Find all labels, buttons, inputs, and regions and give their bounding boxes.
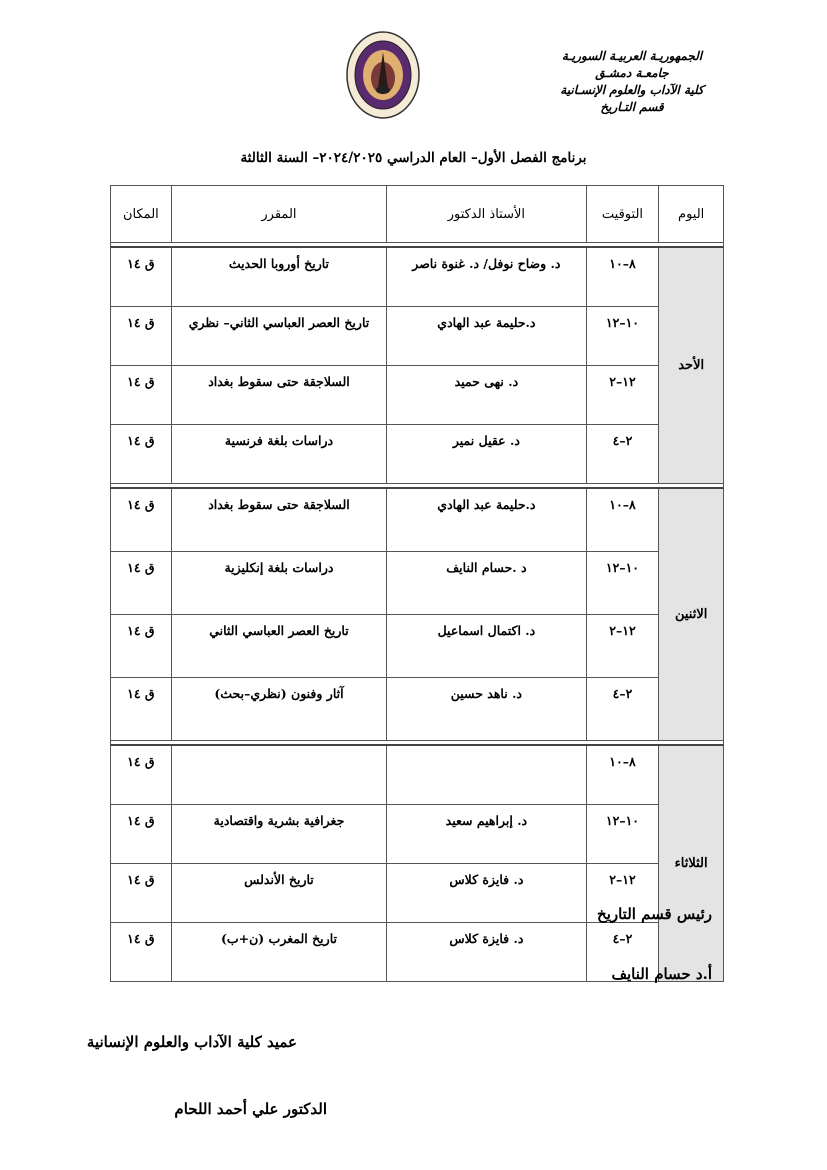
dept-head-title: رئيس قسم التاريخ [597,905,712,923]
day-label: الأحد [659,248,724,484]
table-row [110,489,724,552]
course-cell: آثار وفنون (نظري–بحث) [172,678,387,741]
table-header-row [110,185,724,243]
dean-name: الدكتور علي أحمد اللحام [174,1100,327,1118]
header-day: اليوم [659,185,724,243]
dean-title: عميد كلية الآداب والعلوم الإنسانية [86,1033,297,1051]
table-row [110,746,724,805]
doctor-cell: د.حليمة عبد الهادي [387,307,586,366]
table-row [110,552,724,615]
time-cell: ٨–١٠ [587,248,660,307]
time-cell: ١٢–٢ [587,615,660,678]
time-cell: ٨–١٠ [587,746,660,805]
table-row [110,366,724,425]
place-cell: ق ١٤ [110,248,172,307]
header-line-1: الجمهوريـة العربيـة السوريـة [561,49,703,63]
course-cell: السلاجقة حتى سقوط بغداد [172,489,387,552]
course-cell: تاريخ أوروبا الحديث [172,248,387,307]
university-seal-icon [345,30,421,120]
dept-head-name: أ.د حسام النايف [611,965,712,983]
table-row [110,678,724,741]
place-cell: ق ١٤ [110,366,172,425]
table-row [110,307,724,366]
place-cell: ق ١٤ [110,746,172,805]
header-line-3: كلية الآداب والعلوم الإنسـانية [560,83,704,97]
time-cell: ١٠–١٢ [587,552,660,615]
time-cell: ١٢–٢ [587,864,660,923]
doctor-cell: د. اكتمال اسماعيل [387,615,586,678]
doctor-cell: د. عقيل نمير [387,425,586,484]
time-cell: ١٠–١٢ [587,805,660,864]
doctor-cell: د. فايزة كلاس [387,923,586,982]
place-cell: ق ١٤ [110,805,172,864]
time-cell: ٢–٤ [587,678,660,741]
table-row [110,615,724,678]
day-label: الاثنين [659,489,724,741]
place-cell: ق ١٤ [110,864,172,923]
place-cell: ق ١٤ [110,425,172,484]
course-cell: دراسات بلغة فرنسية [172,425,387,484]
course-cell: تاريخ المغرب (ن+ب) [172,923,387,982]
table-row [110,425,724,484]
time-cell: ٢–٤ [587,425,660,484]
program-title: برنامج الفصل الأول– العام الدراسي ٢٠٢٤/٢٠٢٥– السنة الثالثة [240,150,587,166]
day-label: الثلاثاء [659,746,724,982]
time-cell: ٨–١٠ [587,489,660,552]
doctor-cell: د.حليمة عبد الهادي [387,489,586,552]
doctor-cell: د. ناهد حسين [387,678,586,741]
header-line-4: قسم التـاريخ [600,100,664,114]
time-cell: ١٢–٢ [587,366,660,425]
header-doctor: الأستاذ الدكتور [387,185,586,243]
time-cell: ٢–٤ [587,923,660,982]
place-cell: ق ١٤ [110,923,172,982]
header-course: المقرر [172,185,387,243]
schedule-table [110,185,724,982]
doctor-cell: د .حسام النايف [387,552,586,615]
course-cell [172,746,387,805]
course-cell: تاريخ العصر العباسي الثاني– نظري [172,307,387,366]
doctor-cell: د. وضاح نوفل/ د. غنوة ناصر [387,248,586,307]
place-cell: ق ١٤ [110,678,172,741]
course-cell: دراسات بلغة إنكليزية [172,552,387,615]
doctor-cell: د. فايزة كلاس [387,864,586,923]
institution-header [532,48,732,116]
time-cell: ١٠–١٢ [587,307,660,366]
course-cell: تاريخ العصر العباسي الثاني [172,615,387,678]
place-cell: ق ١٤ [110,307,172,366]
doctor-cell: د. نهى حميد [387,366,586,425]
place-cell: ق ١٤ [110,615,172,678]
place-cell: ق ١٤ [110,552,172,615]
table-row [110,805,724,864]
doctor-cell: د. إبراهيم سعيد [387,805,586,864]
header-place: المكان [110,185,172,243]
course-cell: السلاجقة حتى سقوط بغداد [172,366,387,425]
table-row [110,248,724,307]
header-line-2: جامعـة دمشـق [595,66,669,80]
course-cell: تاريخ الأندلس [172,864,387,923]
place-cell: ق ١٤ [110,489,172,552]
course-cell: جغرافية بشرية واقتصادية [172,805,387,864]
doctor-cell [387,746,586,805]
header-time: التوقيت [587,185,660,243]
